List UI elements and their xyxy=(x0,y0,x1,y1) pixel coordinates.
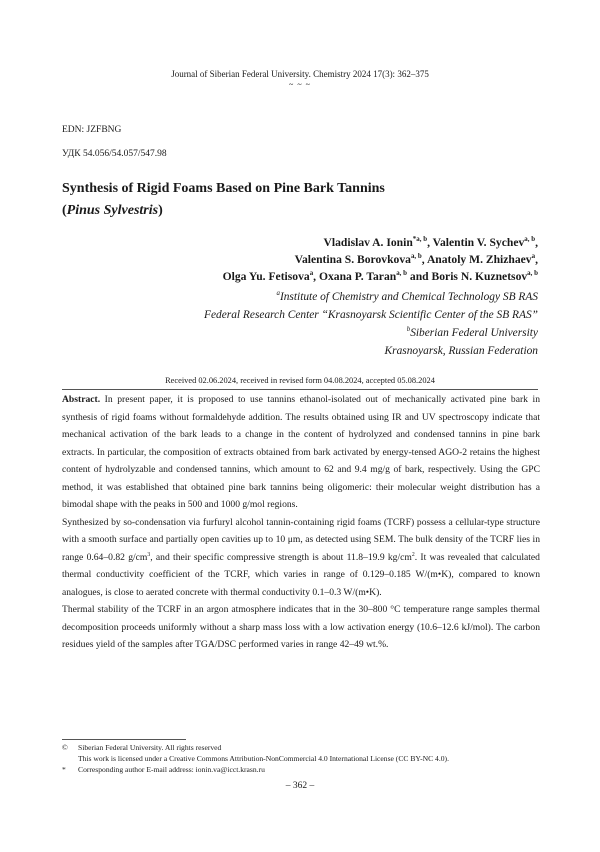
author-name: Olga Yu. Fetisova xyxy=(222,270,310,283)
author-name: Anatoly M. Zhizhaev xyxy=(426,253,532,266)
author-affil-mark: a xyxy=(309,269,314,278)
udk-code: УДК 54.056/54.057/547.98 xyxy=(62,149,167,159)
author-affil-mark: a, b xyxy=(527,269,538,278)
divider xyxy=(62,389,538,390)
title-species-line: (Pinus Sylvestris) xyxy=(62,203,163,218)
journal-header: Journal of Siberian Federal University. Chemistry 2024 17(3): 362–375 xyxy=(171,69,429,79)
asterisk-mark: * xyxy=(62,765,66,774)
article-title xyxy=(62,178,542,222)
copyright-icon: © xyxy=(62,743,68,752)
author-name: Oxana P. Taran xyxy=(318,270,397,283)
page-number: – 362 – xyxy=(285,781,315,791)
author-affil-mark: *a, b xyxy=(412,235,428,244)
author-name: Valentina S. Borovkova xyxy=(294,253,411,266)
author-line-3: Olga Yu. Fetisova$^a$, Oxana P. Taran$^{a, b}$ and Boris N. Kuznetsov$^{a, b}$ xyxy=(222,269,538,283)
author-affil-mark: a, b xyxy=(396,269,408,278)
abstract xyxy=(62,391,540,654)
footnote-license: This work is licensed under a Creative Commons Attribution-NonCommercial 4.0 International License (CC BY-NC 4.0). xyxy=(78,754,449,763)
affiliation-a-line-1: $^a$Institute of Chemistry and Chemical Technology SB RAS xyxy=(276,290,538,303)
affiliations xyxy=(68,288,538,360)
abstract-label: Abstract. xyxy=(62,394,101,405)
affiliation-b-line-1: $^b$Siberian Federal University xyxy=(406,326,538,339)
affiliation-b-line-2: Krasnoyarsk, Russian Federation xyxy=(384,345,538,357)
title-species: Pinus Sylvestris xyxy=(66,203,159,218)
edn-code: EDN: JZFBNG xyxy=(62,125,122,135)
abstract-paragraph-3: Thermal stability of the TCRF in an argon atmosphere indicates that in the 30–800 °C temperature range samples thermal decomposition proceeds uniformly without a sharp mass loss with a low activation energy (10.6–12.6 kJ/mol). The carbon residues yield of the samples after TGA/DSC performed varies in range 42–49 wt.%. xyxy=(62,604,540,650)
author-name: Vladislav A. Ionin xyxy=(323,236,413,249)
footnote-copyright: © Siberian Federal University. All rights reserved xyxy=(62,743,222,752)
author-affil-mark: a xyxy=(531,252,536,261)
title-main: Synthesis of Rigid Foams Based on Pine Bark Tannins xyxy=(62,181,385,196)
author-line-1: Vladislav A. Ionin$^{*a, b}$, Valentin V. Sychev$^{a, b}$, xyxy=(323,235,538,249)
author-affil-mark: a, b xyxy=(524,235,536,244)
affiliation-a-line-2: Federal Research Center “Krasnoyarsk Scientific Center of the SB RAS” xyxy=(204,309,538,321)
author-line-2: Valentina S. Borovkova$^{a, b}$, Anatoly M. Zhizhaev$^a$, xyxy=(294,252,538,266)
author-affil-mark: a, b xyxy=(410,252,422,261)
received-dates: Received 02.06.2024, received in revised form 04.08.2024, accepted 05.08.2024 xyxy=(165,376,435,385)
author-name: Valentin V. Sychev xyxy=(432,236,525,249)
author-name: Boris N. Kuznetsov xyxy=(431,270,528,283)
footnote-corresponding: * Corresponding author E-mail address: ionin.va@icct.krasn.ru xyxy=(62,765,265,774)
abstract-paragraph-2: Synthesized by so-condensation via furfuryl alcohol tannin-containing rigid foams (TCRF) possess a cellular-type structure with a smooth surface and partially open cavities up to 10 μm, as detected using SEM. The bulk density of the TCRF lies in range 0.64–0.82 $g/cm^3$, and their specific compressive strength is about 11.8–19.9 $kg/cm^2$. It was revealed that calculated thermal conductivity coefficient of the TCRF, which varies in range of 0.129–0.185 W/(m•K), compared to known analogues, is close to aerated concrete with thermal conductivity 0.1–0.3 W/(m•K). xyxy=(62,516,540,598)
header-ornament: ~ ~ ~ xyxy=(289,80,311,89)
abstract-paragraph-1: Abstract. In present paper, it is proposed to use tannins ethanol-isolated out of mechanically activated pine bark in synthesis of rigid foams without formaldehyde addition. The results obtained using IR and UV spectroscopy indicate that mechanical activation of the bark leads to a change in the content of hydrolyzed and condensed tannins in pine bark extracts. In particular, the composition of extracts obtained from bark activated by energy-tensed AGO-2 retains the highest content of hydrolyzable and condensed tannins, which amount to 62 and 9.4 mg/g of bark, respectively. Using the GPC method, it was established that obtained pine bark tannins being oligomeric: their molecular weight distribution has a bimodal shape with the peaks in 500 and 1000 g/mol regions. xyxy=(62,394,540,510)
footnote-divider xyxy=(62,739,186,740)
author-list xyxy=(68,234,538,285)
